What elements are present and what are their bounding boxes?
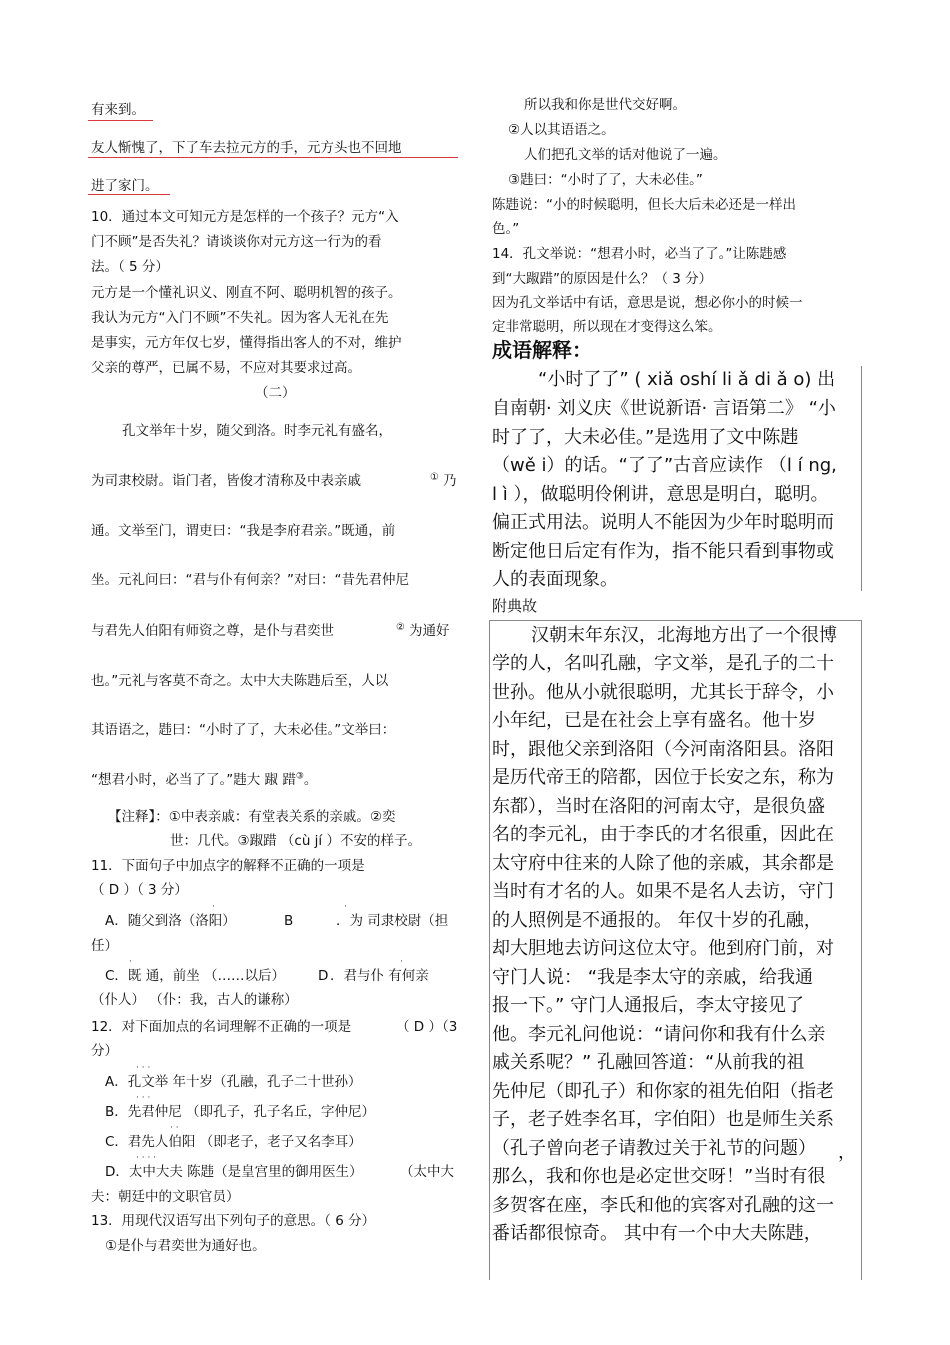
footnote-marker: ②: [396, 622, 405, 633]
story-comma: ，: [838, 1142, 856, 1163]
option-c: C．君先人伯阳 （即老子，老子又名李耳）: [105, 1134, 362, 1150]
story-heading: 附典故: [492, 597, 538, 615]
question-13-item: ①是仆与君奕世为通好也。: [105, 1238, 266, 1254]
option-d: D．太中大夫 陈韪（是皇宫里的御用医生）: [105, 1164, 363, 1180]
option-d: （太中大: [400, 1164, 454, 1180]
emphasis-dot: ·: [129, 957, 132, 967]
option-b: B．先君仲尼 （即孔子，孔子名丘，字仲尼）: [105, 1104, 376, 1120]
story-line: 小年纪，已是在社会上享有盛名。他十岁: [492, 710, 816, 731]
story-line: 他。李元礼问他说：“请问你和我有什么亲: [492, 1024, 826, 1045]
box-border: [489, 620, 490, 1280]
text-line: 友人惭愧了，下了车去拉元方的手，元方头也不回地: [91, 140, 402, 156]
story-line: 当时有才名的人。如果不是名人去访，守门: [492, 881, 834, 902]
idiom-line: （wě i）的话。“了了”古音应读作 （l í ng,: [492, 455, 837, 476]
option-d-letter: D: [318, 968, 329, 984]
question-11-answer: （ D ）（ 3 分）: [91, 882, 188, 898]
option-d: （仆人） （仆：我，古人的谦称）: [91, 992, 298, 1008]
story-line: 时，跟他父亲到洛阳（今河南洛阳县。洛阳: [492, 739, 834, 760]
answer-line: 陈韪说：“小的时候聪明，但长大后未必还是一样出: [492, 197, 796, 213]
question-10: 10．通过本文可知元方是怎样的一个孩子？元方“入: [91, 209, 399, 225]
idiom-line: l ì ），做聪明伶俐讲，意思是明白，聪明。: [492, 484, 829, 505]
question-13-item: ③韪曰：“小时了了，大未必佳。”: [508, 172, 703, 188]
box-border: [489, 620, 861, 621]
emphasis-dot: · · · ·: [136, 1153, 157, 1163]
emphasis-dot: · · ·: [136, 1093, 151, 1103]
answer-line: 所以我和你是世代交好啊。: [524, 97, 686, 113]
idiom-line: 人的表面现象。: [492, 569, 618, 590]
idiom-line: 时了了，大未必佳。”是选用了文中陈韪: [492, 427, 799, 448]
passage-line: 乃: [443, 473, 457, 489]
story-line: 太守府中往来的人除了他的亲戚，其余都是: [492, 853, 834, 874]
passage-line: 坐。元礼问曰：“君与仆有何亲？”对曰：“昔先君仲尼: [91, 572, 409, 588]
answer-line: 人们把孔文举的话对他说了一遍。: [524, 147, 727, 163]
story-line: 那么，我和你也是必定世交呀！”当时有很: [492, 1166, 826, 1187]
red-underline: [88, 194, 170, 195]
story-line: 学的人，名叫孔融，字文举，是孔子的二十: [492, 653, 834, 674]
question-12: 分）: [91, 1043, 118, 1059]
question-13: 13．用现代汉语写出下列句子的意思。（ 6 分）: [91, 1213, 376, 1229]
answer-10: 父亲的尊严，已属不易，不应对其要求过高。: [91, 360, 361, 376]
story-line: 的人照例是不通报的。 年仅十岁的孔融，: [492, 910, 822, 931]
footnote-marker: ①: [430, 472, 439, 483]
section-number: （二）: [255, 385, 296, 401]
answer-10: 我认为元方“入门不顾”不失礼。因为客人无礼在先: [91, 310, 389, 326]
option-b: ．为 司隶校尉（担: [336, 913, 449, 929]
answer-10: 元方是一个懂礼识义、刚直不阿、聪明机智的孩子。: [91, 285, 402, 301]
red-underline: [88, 157, 458, 158]
answer-14: 定非常聪明，所以现在才变得这么笨。: [492, 319, 722, 335]
question-12-answer: （ D ）（3: [396, 1019, 458, 1035]
idiom-line: 断定他日后定有作为，指不能只看到事物或: [492, 541, 834, 562]
story-line: 名的李元礼，由于李氏的才名很重，因此在: [492, 824, 834, 845]
question-12: 12．对下面加点的名词理解不正确的一项是: [91, 1019, 352, 1035]
answer-14: 因为孔文举话中有话，意思是说，想必你小的时候一: [492, 295, 803, 311]
box-border: [861, 620, 862, 1280]
emphasis-dot: · ·: [170, 1123, 179, 1133]
story-line: 汉朝末年东汉，北海地方出了一个很博: [531, 625, 837, 646]
passage-line: 与君先人伯阳有师资之尊，是仆与君奕世: [91, 623, 334, 639]
story-line: 世孙。他从小就很聪明，尤其长于辞令，小: [492, 682, 834, 703]
option-a: A．孔文举 年十岁（孔融，孔子二十世孙）: [105, 1074, 362, 1090]
passage-line: 通。文举至门，谓吏曰：“我是李府君亲。”既通，前: [91, 523, 396, 539]
idiom-line: 偏正式用法。说明人不能因为少年时聪明而: [492, 512, 834, 533]
story-line: 守门人说： “我是李太守的亲戚，给我通: [492, 967, 814, 988]
text-line: 有来到。: [91, 102, 145, 118]
emphasis-dot: · · ·: [136, 1063, 151, 1073]
question-14: 14．孔文举说：“想君小时，必当了了。”让陈韪感: [492, 246, 787, 262]
emphasis-dot: ·: [344, 902, 347, 912]
text-line: 进了家门。: [91, 178, 159, 194]
question-13-item: ②人以其语语之。: [508, 122, 615, 138]
box-border: [861, 366, 862, 591]
answer-line: 色。”: [492, 221, 520, 237]
idiom-line: 自南朝· 刘义庆《世说新语· 言语第二》 “小: [492, 398, 836, 419]
story-line: 戚关系呢？” 孔融回答道：“从前我的祖: [492, 1052, 805, 1073]
idiom-line: “小时了了” ( xiǎ oshí li ǎ di ǎ o) 出: [538, 369, 836, 390]
option-b: 任）: [91, 938, 118, 954]
question-10: 法。（ 5 分）: [91, 259, 169, 275]
passage-line: 为通好: [409, 623, 450, 639]
passage-line: “想君小时，必当了了。”韪大 踧 踖③。: [91, 771, 318, 788]
emphasis-dot: ·: [212, 902, 215, 912]
story-line: 多贺客在座，李氏和他的宾客对孔融的这一: [492, 1195, 834, 1216]
red-underline: [88, 120, 153, 121]
story-line: 子，老子姓李名耳，字伯阳）也是师生关系: [492, 1109, 834, 1130]
story-line: （孔子曾向老子请教过关于礼节的问题）: [492, 1138, 816, 1159]
passage-line: 孔文举年十岁，随父到洛。时李元礼有盛名，: [122, 423, 392, 439]
story-line: 先仲尼（即孔子）和你家的祖先伯阳（指老: [492, 1081, 834, 1102]
story-line: 却大胆地去访问这位太守。他到府门前，对: [492, 938, 834, 959]
notes: 世：几代。③踧踖 （cù jí ）不安的样子。: [170, 833, 421, 849]
idiom-heading: 成语解释：: [492, 338, 592, 362]
question-10: 门不顾”是否失礼？请谈谈你对元方这一行为的看: [91, 234, 382, 250]
answer-10: 是事实，元方年仅七岁，懂得指出客人的不对，维护: [91, 335, 402, 351]
option-c: C．既 通，前坐 （……以后）: [105, 968, 286, 984]
question-14: 到“大踧踖”的原因是什么？（ 3 分）: [492, 271, 713, 287]
option-b-letter: B: [284, 913, 294, 929]
story-line: 东都），当时在洛阳的河南太守，是很负盛: [492, 796, 825, 817]
story-line: 番话都很惊奇。 其中有一个中大夫陈韪，: [492, 1223, 822, 1244]
option-d: ．君与仆 有何亲: [330, 968, 429, 984]
story-line: 是历代帝王的陪都，因位于长安之东，称为: [492, 767, 834, 788]
passage-line: 为司隶校尉。诣门者，皆俊才清称及中表亲戚: [91, 473, 361, 489]
passage-line: 其语语之，韪曰：“小时了了，大未必佳。”文举曰：: [91, 722, 396, 738]
story-line: 报一下。” 守门人通报后，李太守接见了: [492, 995, 805, 1016]
question-11: 11．下面句子中加点字的解释不正确的一项是: [91, 858, 365, 874]
option-d: 夫：朝廷中的文职官员）: [91, 1189, 240, 1205]
option-a: A．随父到洛（洛阳）: [105, 913, 236, 929]
notes: 【注释】：①中表亲戚：有堂表关系的亲戚。②奕: [108, 809, 396, 825]
emphasis-dot: ·: [400, 957, 403, 967]
passage-line: 也。”元礼与客莫不奇之。太中大夫陈韪后至，人以: [91, 673, 389, 689]
